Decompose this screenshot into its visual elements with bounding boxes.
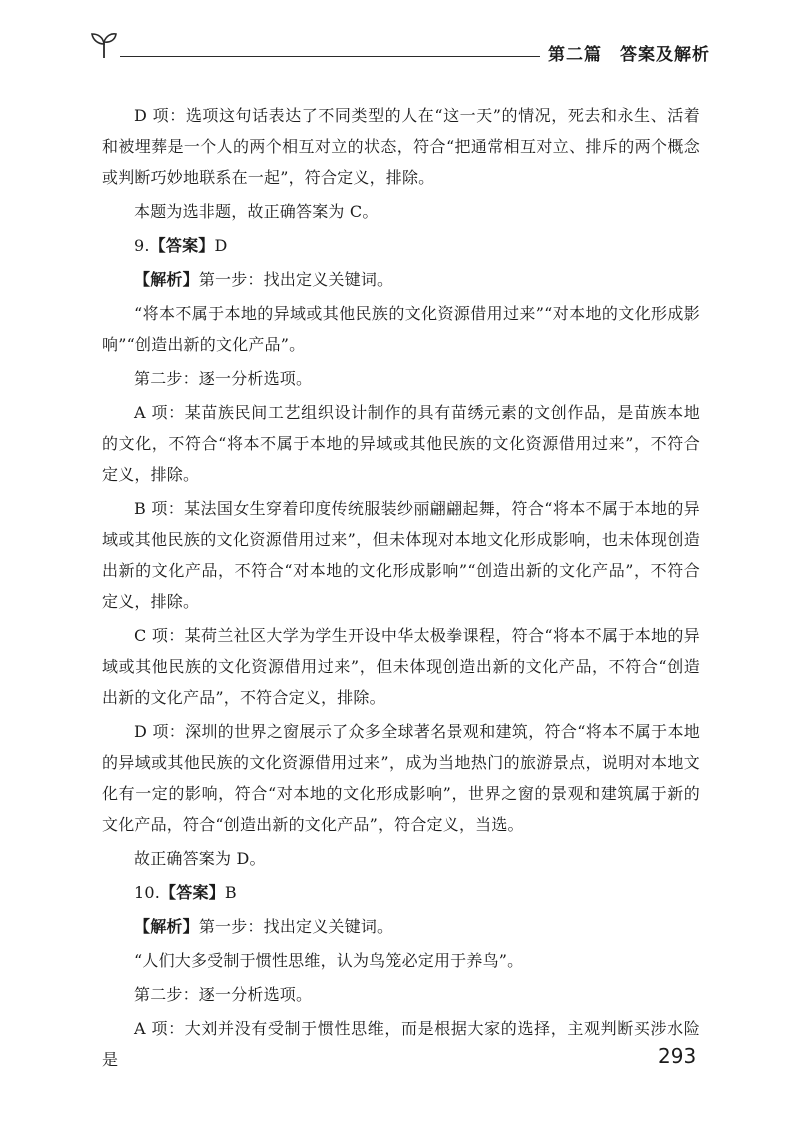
paragraph: “将本不属于本地的异域或其他民族的文化资源借用过来”“对本地的文化形成影响”“创造出新的文化产品”。 (102, 304, 700, 354)
paragraph: 本题为选非题，故正确答案为 C。 (134, 202, 379, 221)
page-body (102, 100, 700, 1078)
paragraph: “人们大多受制于惯性思维，认为鸟笼必定用于养鸟”。 (134, 951, 524, 970)
header-rule-dash (520, 56, 538, 57)
paragraph: 第二步：逐一分析选项。 (134, 985, 313, 1004)
paragraph: A 项：大刘并没有受制于惯性思维，而是根据大家的选择，主观判断买涉水险是 (102, 1019, 700, 1069)
header-rule (120, 56, 540, 57)
answer-line: 9.【答案】D (134, 236, 228, 255)
analysis-line: 【解析】第一步：找出定义关键词。 (134, 270, 394, 289)
section-title: 第二篇 答案及解析 (548, 45, 710, 65)
page-header (0, 0, 800, 80)
answer-line: 10.【答案】B (134, 883, 237, 902)
paragraph: D 项：选项这句话表达了不同类型的人在“这一天”的情况，死去和永生、活着和被埋葬是一个人的两个相互对立的状态，符合“把通常相互对立、排斥的两个概念或判断巧妙地联系在一起”，符合定义，排除。 (102, 106, 700, 187)
paragraph: B 项：某法国女生穿着印度传统服装纱丽翩翩起舞，符合“将本不属于本地的异域或其他民族的文化资源借用过来”，但未体现对本地文化形成影响，也未体现创造出新的文化产品，不符合“对本地的文化形成影响”“创造出新的文化产品”，不符合定义，排除。 (102, 499, 700, 611)
paragraph: 第二步：逐一分析选项。 (134, 369, 313, 388)
paragraph: 故正确答案为 D。 (134, 849, 266, 868)
paragraph: A 项：某苗族民间工艺组织设计制作的具有苗绣元素的文创作品，是苗族本地的文化，不符合“将本不属于本地的异域或其他民族的文化资源借用过来”，不符合定义，排除。 (102, 403, 700, 484)
sprout-icon (88, 28, 120, 60)
analysis-line: 【解析】第一步：找出定义关键词。 (134, 917, 394, 936)
paragraph: D 项：深圳的世界之窗展示了众多全球著名景观和建筑，符合“将本不属于本地的异域或其他民族的文化资源借用过来”，成为当地热门的旅游景点，说明对本地文化有一定的影响，符合“对本地的文化形成影响”，世界之窗的景观和建筑属于新的文化产品，符合“创造出新的文化产品”，符合定义，当选。 (102, 722, 700, 834)
paragraph: C 项：某荷兰社区大学为学生开设中华太极拳课程，符合“将本不属于本地的异域或其他民族的文化资源借用过来”，但未体现创造出新的文化产品，不符合“创造出新的文化产品”，不符合定义，排除。 (102, 626, 700, 707)
page-number: 293 (658, 1044, 697, 1068)
